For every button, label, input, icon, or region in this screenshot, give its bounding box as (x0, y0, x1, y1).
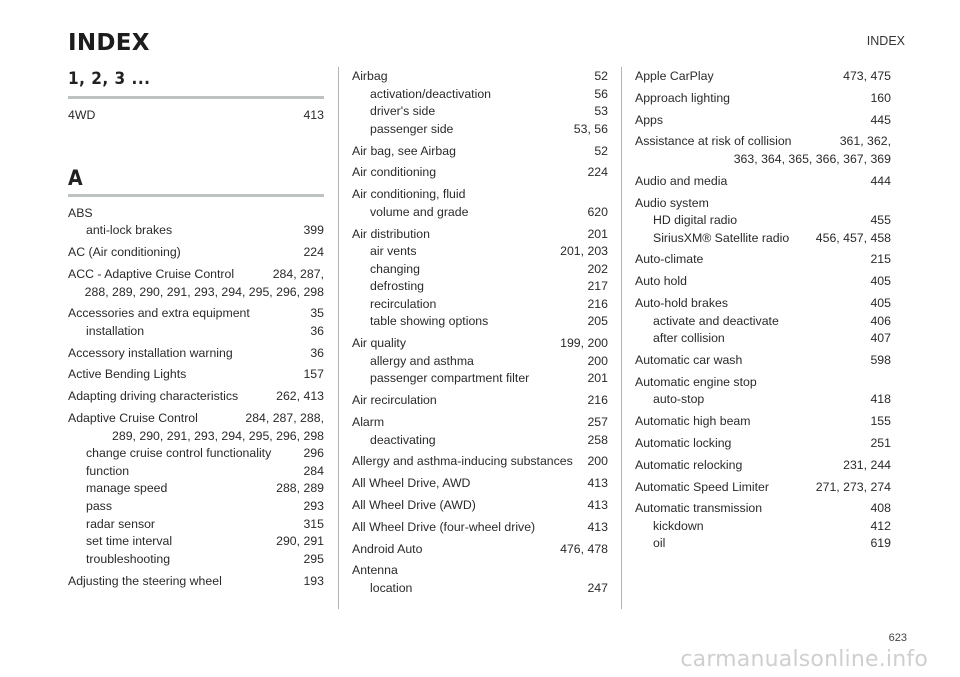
entry-pages: 284, 287, (272, 266, 324, 281)
index-entry (635, 352, 891, 370)
entry-line (352, 143, 608, 161)
entry-term: 4WD (68, 108, 96, 122)
sub-entry-term: radar sensor (86, 516, 156, 531)
entry-pages: 199, 200 (560, 336, 608, 351)
index-entry (68, 388, 324, 406)
entry-line (635, 500, 891, 518)
entry-term: Automatic Speed Limiter (635, 479, 769, 494)
sub-entry (352, 86, 608, 104)
entry-term: Airbag (352, 69, 388, 83)
sub-entry-term: driver's side (370, 104, 436, 119)
entry-term: Automatic car wash (635, 353, 743, 367)
sub-entry (352, 313, 608, 331)
sub-entry-pages: 217 (587, 279, 608, 294)
entry-term: Automatic engine stop (635, 374, 757, 389)
sub-entry-term: change cruise control functionality (86, 446, 272, 461)
entry-pages: 413 (587, 497, 608, 512)
entry-line (68, 107, 324, 125)
index-entry (68, 266, 324, 301)
entry-line (352, 453, 608, 471)
sub-entry-pages: 293 (303, 499, 324, 513)
sub-entry (352, 278, 608, 296)
sub-entry (68, 498, 324, 516)
entry-pages: 36 (310, 345, 324, 360)
index-column-2 (352, 68, 608, 602)
entry-term: Antenna (352, 563, 398, 578)
index-entry (635, 500, 891, 553)
sub-entry-term: allergy and asthma (370, 353, 474, 368)
entry-line (635, 374, 891, 392)
index-entry (68, 107, 324, 125)
entry-line (68, 305, 324, 323)
sub-entry-term: deactivating (370, 432, 436, 447)
sub-entry-pages: 296 (303, 446, 324, 461)
sub-entry-pages: 295 (303, 551, 324, 566)
entry-pages: 598 (870, 353, 891, 367)
index-entry (635, 112, 891, 130)
section-heading: A (68, 167, 324, 197)
entry-term: Assistance at risk of collision (635, 134, 792, 149)
index-entry (635, 90, 891, 108)
entry-pages: 262, 413 (276, 389, 324, 404)
index-entry (635, 479, 891, 497)
index-entry (352, 186, 608, 221)
entry-line (635, 68, 891, 86)
entry-term: Adaptive Cruise Control (68, 411, 198, 426)
sub-entry-pages: 412 (870, 518, 891, 533)
entry-line (352, 497, 608, 515)
entry-line (352, 186, 608, 204)
entry-term: Auto-climate (635, 252, 704, 267)
sub-entry-term: auto-stop (653, 392, 705, 407)
sub-entry-pages: 200 (587, 353, 608, 368)
entry-pages: 361, 362, (839, 134, 891, 149)
sub-entry-term: changing (370, 261, 420, 276)
entry-line (635, 273, 891, 291)
entry-pages-continued: 363, 364, 365, 366, 367, 369 (733, 151, 891, 166)
entry-pages: 231, 244 (843, 457, 891, 472)
sub-entry (352, 261, 608, 279)
sub-entry (68, 480, 324, 498)
entry-term: Audio system (635, 195, 709, 210)
sub-entry (635, 313, 891, 331)
entry-pages: 216 (587, 393, 608, 408)
sub-entry-pages: 619 (870, 536, 891, 551)
entry-line (352, 475, 608, 493)
sub-entry-term: function (86, 463, 130, 478)
entry-pages: 445 (870, 112, 891, 127)
entry-line (635, 112, 891, 130)
sub-entry-term: pass (86, 499, 112, 513)
sub-entry (635, 212, 891, 230)
index-entry (352, 335, 608, 388)
entry-line (635, 352, 891, 370)
entry-term: ABS (68, 205, 93, 220)
entry-pages: 157 (303, 367, 324, 382)
sub-entry-pages: 201 (587, 371, 608, 386)
entry-pages: 271, 273, 274 (815, 479, 891, 494)
entry-pages: 476, 478 (560, 541, 608, 556)
entry-term: Apple CarPlay (635, 69, 714, 83)
sub-entry-pages: 290, 291 (276, 534, 324, 549)
entry-term: AC (Air conditioning) (68, 245, 181, 260)
sub-entry-term: HD digital radio (653, 213, 738, 228)
sub-entry (635, 518, 891, 536)
entry-pages: 473, 475 (843, 69, 891, 83)
sub-entry-term: after collision (653, 331, 725, 346)
sub-entry-term: oil (653, 536, 666, 551)
entry-pages: 284, 287, 288, (245, 411, 324, 426)
entry-line (352, 414, 608, 432)
entry-term: Automatic locking (635, 435, 732, 450)
sub-entry-pages: 284 (303, 463, 324, 478)
entry-line (635, 435, 891, 453)
sub-entry-pages: 247 (587, 580, 608, 595)
sub-entry (352, 370, 608, 388)
sub-entry-pages: 53, 56 (573, 121, 608, 136)
index-entry (352, 68, 608, 138)
index-entry (635, 251, 891, 269)
entry-line (352, 226, 608, 244)
sub-entry-term: manage speed (86, 481, 168, 496)
sub-entry-pages: 406 (870, 313, 891, 328)
entry-line (635, 195, 891, 213)
entry-pages: 251 (870, 435, 891, 450)
sub-entry-pages: 56 (594, 86, 608, 101)
entry-line (68, 366, 324, 384)
sub-entry-pages: 456, 457, 458 (815, 230, 891, 245)
sub-entry-pages: 288, 289 (276, 481, 324, 496)
sub-entry (68, 222, 324, 240)
entry-pages: 35 (310, 306, 324, 321)
entry-line (352, 541, 608, 559)
entry-line (352, 519, 608, 537)
entry-line (68, 205, 324, 223)
sub-entry-pages: 201, 203 (560, 244, 608, 259)
sub-entry (352, 243, 608, 261)
index-entry (635, 195, 891, 248)
entry-pages: 413 (587, 519, 608, 534)
index-entry (68, 366, 324, 384)
index-entry (635, 273, 891, 291)
index-entry (352, 414, 608, 449)
entry-line (635, 133, 891, 151)
entry-term: Auto-hold brakes (635, 296, 728, 311)
running-header: INDEX (866, 34, 905, 48)
sub-entry-term: passenger side (370, 121, 454, 136)
entry-pages-continued: 289, 290, 291, 293, 294, 295, 296, 298 (112, 428, 324, 443)
index-entry (635, 374, 891, 409)
entry-pages: 224 (587, 165, 608, 180)
index-entry (68, 573, 324, 591)
index-entry (635, 133, 891, 168)
watermark: carmanualsonline.info (680, 647, 928, 672)
sub-entry-pages: 407 (870, 331, 891, 346)
entry-term: Automatic relocking (635, 457, 743, 472)
sub-entry (68, 445, 324, 463)
sub-entry-pages: 258 (587, 432, 608, 447)
index-entry (635, 413, 891, 431)
entry-line (68, 266, 324, 284)
section-spacer (68, 129, 324, 167)
sub-entry-pages: 315 (303, 516, 324, 531)
entry-line (352, 164, 608, 182)
entry-line (352, 392, 608, 410)
entry-term: Apps (635, 112, 664, 127)
entry-term: All Wheel Drive (four-wheel drive) (352, 519, 536, 534)
entry-line (635, 413, 891, 431)
entry-term: Approach lighting (635, 90, 731, 105)
sub-entry (68, 516, 324, 534)
sub-entry (635, 391, 891, 409)
entry-term: Alarm (352, 415, 385, 429)
entry-term: ACC - Adaptive Cruise Control (68, 266, 235, 281)
sub-entry-term: kickdown (653, 518, 704, 533)
entry-term: Accessory installation warning (68, 345, 233, 360)
index-entry (635, 457, 891, 475)
column-divider (338, 67, 339, 609)
sub-entry-term: passenger compartment filter (370, 371, 530, 386)
entry-line (635, 173, 891, 191)
index-entry (352, 164, 608, 182)
entry-term: All Wheel Drive (AWD) (352, 497, 476, 512)
entry-pages: 413 (303, 108, 324, 122)
entry-pages: 201 (587, 226, 608, 241)
sub-entry-term: air vents (370, 244, 417, 259)
entry-line (68, 345, 324, 363)
column-divider (621, 67, 622, 609)
entry-term: Air distribution (352, 226, 430, 241)
entry-line (352, 335, 608, 353)
entry-line (352, 68, 608, 86)
index-entry (352, 562, 608, 597)
entry-term: Adjusting the steering wheel (68, 573, 222, 588)
sub-entry-term: installation (86, 323, 145, 338)
entry-pages: 193 (303, 573, 324, 588)
index-entry (635, 295, 891, 348)
sub-entry-pages: 53 (594, 104, 608, 119)
entry-term: Accessories and extra equipment (68, 306, 250, 321)
page-number: 623 (888, 632, 907, 644)
sub-entry (68, 533, 324, 551)
entry-line (635, 251, 891, 269)
sub-entry (352, 103, 608, 121)
sub-entry (635, 330, 891, 348)
sub-entry (68, 463, 324, 481)
entry-pages: 215 (870, 252, 891, 267)
sub-entry (352, 580, 608, 598)
sub-entry-pages: 205 (587, 314, 608, 329)
sub-entry (352, 204, 608, 222)
sub-entry-term: anti-lock brakes (86, 223, 173, 238)
index-column-1 (68, 68, 324, 594)
sub-entry-term: defrosting (370, 279, 425, 294)
index-entry (352, 541, 608, 559)
entry-term: Air quality (352, 336, 406, 351)
sub-entry-term: set time interval (86, 534, 173, 549)
entry-pages: 200 (587, 454, 608, 469)
index-entry (352, 519, 608, 537)
entry-pages: 52 (594, 69, 608, 83)
entry-term: Adapting driving characteristics (68, 389, 239, 404)
entry-line (68, 573, 324, 591)
sub-entry-term: troubleshooting (86, 551, 171, 566)
sub-entry-term: SiriusXM® Satellite radio (653, 230, 790, 245)
index-entry (68, 410, 324, 568)
sub-entry (352, 432, 608, 450)
entry-pages: 160 (870, 90, 891, 105)
sub-entry-pages: 418 (870, 392, 891, 407)
sub-entry (68, 551, 324, 569)
index-entry (352, 453, 608, 471)
sub-entry (352, 121, 608, 139)
entry-pages: 444 (870, 173, 891, 188)
index-entry (352, 226, 608, 332)
page-title: INDEX (68, 30, 150, 56)
index-entry (352, 497, 608, 515)
entry-line (635, 479, 891, 497)
entry-term: Allergy and asthma-inducing substances (352, 454, 573, 469)
sub-entry-pages: 455 (870, 213, 891, 228)
entry-pages: 405 (870, 274, 891, 289)
index-entry (68, 244, 324, 262)
index-column-3 (635, 68, 891, 557)
entry-pages: 155 (870, 414, 891, 429)
entry-line (68, 388, 324, 406)
sub-entry-pages: 620 (587, 204, 608, 219)
entry-term: Air bag, see Airbag (352, 143, 456, 158)
entry-term: Automatic high beam (635, 414, 751, 429)
entry-pages: 224 (303, 245, 324, 260)
index-entry (352, 392, 608, 410)
index-entry (635, 435, 891, 453)
sub-entry (352, 353, 608, 371)
entry-pages: 257 (587, 415, 608, 429)
entry-line (68, 244, 324, 262)
sub-entry (68, 323, 324, 341)
sub-entry-term: location (370, 580, 413, 595)
entry-pages: 408 (870, 501, 891, 516)
entry-line (635, 295, 891, 313)
index-entry (635, 68, 891, 86)
entry-pages: 405 (870, 296, 891, 311)
entry-pages-continued: 288, 289, 290, 291, 293, 294, 295, 296, 298 (84, 284, 324, 299)
sub-entry-term: activate and deactivate (653, 313, 779, 328)
sub-entry-pages: 202 (587, 261, 608, 276)
entry-term: Air conditioning, fluid (352, 187, 466, 202)
entry-term: Air conditioning (352, 165, 437, 180)
sub-entry-pages: 399 (303, 223, 324, 238)
entry-line (352, 562, 608, 580)
index-entry (352, 143, 608, 161)
entry-line (68, 410, 324, 428)
entry-term: Auto hold (635, 274, 687, 289)
entry-pages: 413 (587, 476, 608, 491)
sub-entry (352, 296, 608, 314)
index-entry (68, 205, 324, 240)
section-heading: 1, 2, 3 ... (68, 68, 324, 99)
sub-entry-pages: 216 (587, 296, 608, 311)
entry-line (635, 90, 891, 108)
entry-term: Active Bending Lights (68, 367, 187, 382)
sub-entry (635, 230, 891, 248)
sub-entry-term: table showing options (370, 314, 489, 329)
entry-term: Air recirculation (352, 393, 437, 408)
entry-term: Android Auto (352, 541, 423, 556)
sub-entry-term: activation/deactivation (370, 86, 491, 101)
sub-entry (635, 535, 891, 553)
entry-pages: 52 (594, 143, 608, 158)
index-entry (352, 475, 608, 493)
sub-entry-pages: 36 (310, 323, 324, 338)
entry-term: All Wheel Drive, AWD (352, 476, 471, 491)
entry-term: Automatic transmission (635, 501, 763, 516)
index-entry (68, 345, 324, 363)
index-entry (635, 173, 891, 191)
entry-line (635, 457, 891, 475)
entry-term: Audio and media (635, 173, 728, 188)
sub-entry-term: volume and grade (370, 204, 469, 219)
index-entry (68, 305, 324, 340)
sub-entry-term: recirculation (370, 296, 437, 311)
